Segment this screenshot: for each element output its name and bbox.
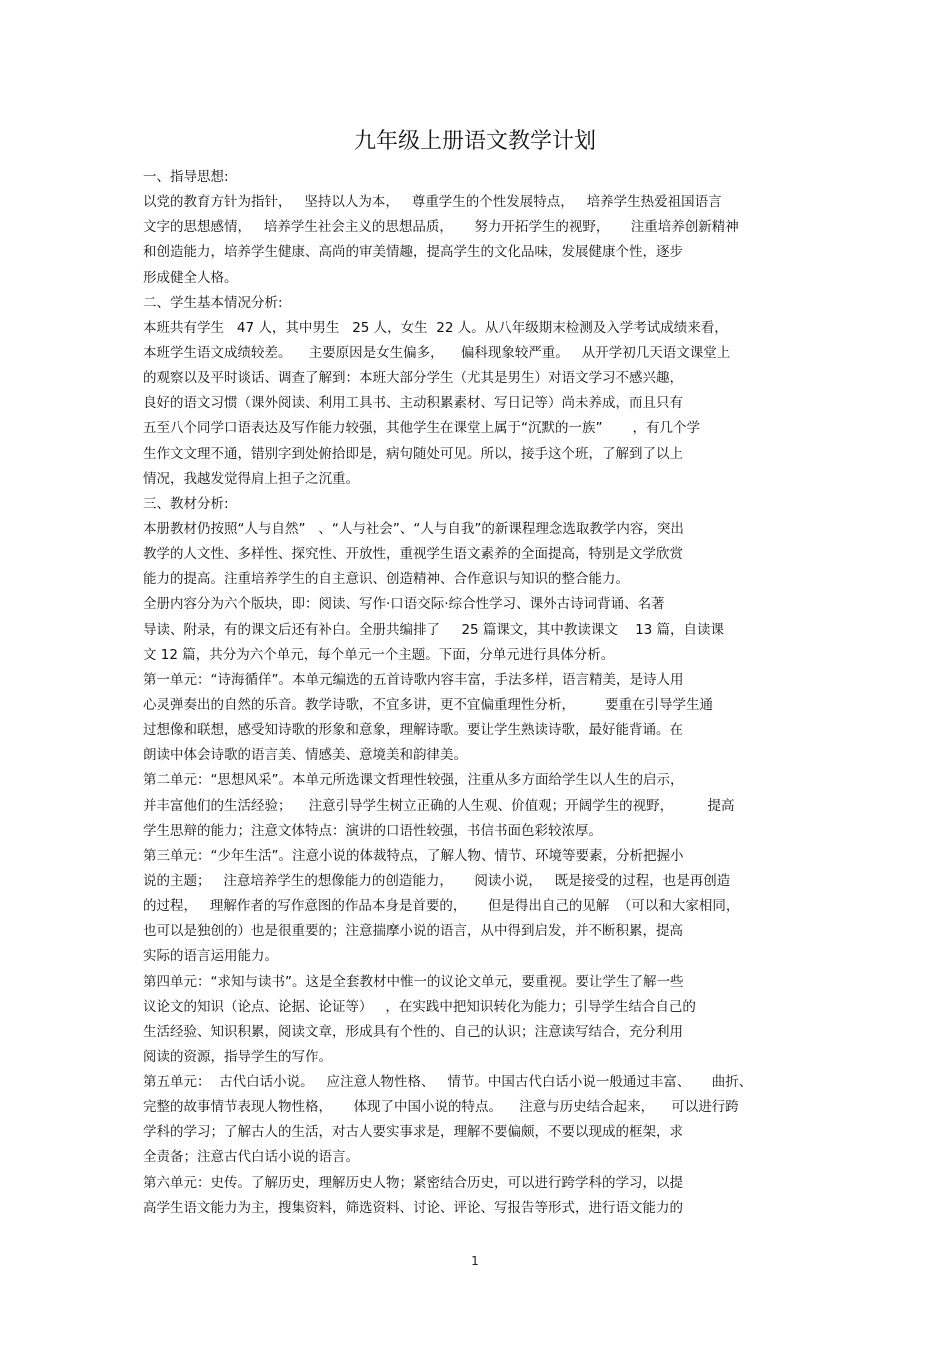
text-line: 议论文的知识（论点、论据、论证等） ，在实践中把知识转化为能力；引导学生结合自己的 <box>143 998 696 1015</box>
text-line: 第三单元：“少年生活”。注意小说的体裁特点，了解人物、情节、环境等要素，分析把握小 <box>143 847 684 864</box>
text-line: 和创造能力，培养学生健康、高尚的审美情趣，提高学生的文化品味，发展健康个性，逐步 <box>143 244 683 261</box>
text-line: 全册内容分为六个版块，即：阅读、写作·口语交际·综合性学习、课外古诗词背诵、名著 <box>143 596 665 613</box>
text-line: 过想像和联想，感受知诗歌的形象和意象，理解诗歌。要让学生熟读诗歌，最好能背诵。在 <box>143 722 683 739</box>
document-body <box>143 165 811 1221</box>
text-line: 导读、附录，有的课文后还有补白。全册共编排了 25 篇课文，其中教读课文 13 篇，自读课 <box>143 621 725 638</box>
text-line: 本班共有学生 47 人，其中男生 25 人，女生 22 人。从八年级期末检测及入学考试成绩来看， <box>143 319 728 336</box>
text-line: 第五单元： 古代白话小说。 应注意人物性格、 情节。中国古代白话小说一般通过丰富、 曲折、 <box>143 1074 753 1091</box>
text-line: 学科的学习；了解古人的生活，对古人要实事求是，理解不要偏颇，不要以现成的框架，求 <box>143 1124 683 1141</box>
text-line: 阅读的资源，指导学生的写作。 <box>143 1048 332 1065</box>
text-line: 第六单元：史传。了解历史，理解历史人物；紧密结合历史，可以进行跨学科的学习，以提 <box>143 1174 683 1191</box>
text-line: 文 12 篇，共分为六个单元，每个单元一个主题。下面，分单元进行具体分析。 <box>143 646 615 663</box>
text-line: 并丰富他们的生活经验； 注意引导学生树立正确的人生观、价值观；开阔学生的视野， 提高 <box>143 797 735 814</box>
text-line: 学生思辩的能力；注意文体特点：演讲的口语性较强，书信书面色彩较浓厚。 <box>143 822 602 839</box>
text-line: 第二单元：“思想风采”。本单元所选课文哲理性较强，注重从多方面给学生以人生的启示， <box>143 772 684 789</box>
text-line: 完整的故事情节表现人物性格， 体现了中国小说的特点。 注意与历史结合起来， 可以进行跨 <box>143 1099 739 1116</box>
text-line: 实际的语言运用能力。 <box>143 948 278 965</box>
text-line: 能力的提高。注重培养学生的自主意识、创造精神、合作意识与知识的整合能力。 <box>143 571 629 588</box>
text-line: 以党的教育方针为指针， 坚持以人为本， 尊重学生的个性发展特点， 培养学生热爱祖国语言 <box>143 194 722 211</box>
text-line: 第一单元：“诗海循佯”。本单元编选的五首诗歌内容丰富，手法多样，语言精美，是诗人用 <box>143 671 684 688</box>
text-line: 情况，我越发觉得肩上担子之沉重。 <box>143 470 359 487</box>
text-line: 说的主题； 注意培养学生的想像能力的创造能力， 阅读小说， 既是接受的过程，也是再创造 <box>143 872 731 889</box>
text-line: 良好的语文习惯（课外阅读、利用工具书、主动积累素材、写日记等）尚未养成，而且只有 <box>143 395 683 412</box>
text-line: 文字的思想感情， 培养学生社会主义的思想品质， 努力开拓学生的视野， 注重培养创新精神 <box>143 219 739 236</box>
text-line: 本班学生语文成绩较差。 主要原因是女生偏多， 偏科现象较严重。 从开学初几天语文课堂上 <box>143 344 731 361</box>
text-line: 二、学生基本情况分析: <box>143 294 283 311</box>
document-title: 九年级上册语文教学计划 <box>353 129 596 154</box>
page-number: 1 <box>471 1254 479 1268</box>
text-line: 五至八个同学口语表达及写作能力较强，其他学生在课堂上属于“沉默的一族” ，有几个学 <box>143 420 701 437</box>
text-line: 朗读中体会诗歌的语言美、情感美、意境美和韵律美。 <box>143 747 467 764</box>
text-line: 高学生语文能力为主，搜集资料，筛选资料、讨论、评论、写报告等形式，进行语文能力的 <box>143 1199 683 1216</box>
text-line: 生活经验、知识积累，阅读文章，形成具有个性的、自己的认识；注意读写结合，充分利用 <box>143 1023 683 1040</box>
text-line: 本册教材仍按照“人与自然” 、“人与社会”、“人与自我”的新课程理念选取教学内容，突出 <box>143 520 684 537</box>
text-line: 也可以是独创的）也是很重要的；注意揣摩小说的语言，从中得到启发，并不断积累，提高 <box>143 923 683 940</box>
text-line: 的观察以及平时谈话、调查了解到：本班大部分学生（尤其是男生）对语文学习不感兴趣， <box>143 370 683 387</box>
text-line: 第四单元：“求知与读书”。这是全套教材中惟一的议论文单元，要重视。要让学生了解一些 <box>143 973 684 990</box>
text-line: 三、教材分析: <box>143 495 229 512</box>
text-line: 全责备；注意古代白话小说的语言。 <box>143 1149 359 1166</box>
text-line: 形成健全人格。 <box>143 269 238 286</box>
text-line: 的过程， 理解作者的写作意图的作品本身是首要的， 但是得出自己的见解 （可以和大家相同， <box>143 898 740 915</box>
text-line: 生作文文理不通，错别字到处俯拾即是，病句随处可见。所以，接手这个班，了解到了以上 <box>143 445 683 462</box>
text-line: 心灵弹奏出的自然的乐音。教学诗歌，不宜多讲，更不宜偏重理性分析， 要重在引导学生通 <box>143 696 714 713</box>
text-line: 教学的人文性、多样性、探究性、开放性，重视学生语文素养的全面提高，特别是文学欣赏 <box>143 546 683 563</box>
text-line: 一、指导思想: <box>143 169 229 185</box>
